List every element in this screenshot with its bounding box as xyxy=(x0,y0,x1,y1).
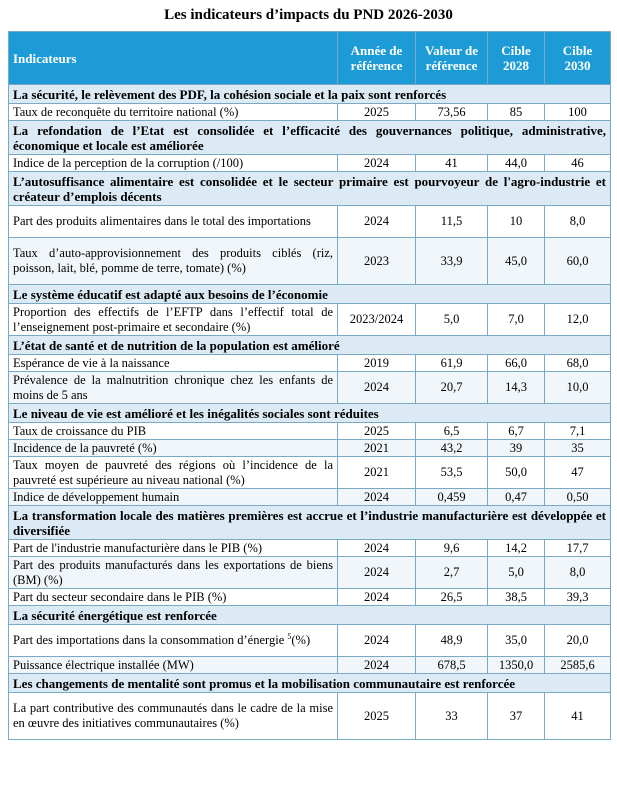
indicator-label: Espérance de vie à la naissance xyxy=(9,355,338,372)
target-2028-cell: 85 xyxy=(488,104,545,121)
ref-year-cell: 2024 xyxy=(338,589,416,606)
section-title: La sécurité, le relèvement des PDF, la cohésion sociale et la paix sont renforcés xyxy=(9,85,611,104)
indicator-label-text: Part des importations dans la consommation d’énergie xyxy=(13,633,285,647)
indicator-label: Puissance électrique installée (MW) xyxy=(9,657,338,674)
section-title: La refondation de l’Etat est consolidée et l’efficacité des gouvernances politique, administrative, économique et locale est améliorée xyxy=(9,121,611,155)
target-2030-cell: 20,0 xyxy=(545,625,611,657)
table-row xyxy=(9,589,611,606)
ref-year-cell: 2024 xyxy=(338,372,416,404)
target-2028-cell: 50,0 xyxy=(488,457,545,489)
section-row xyxy=(9,285,611,304)
indicator-label: Proportion des effectifs de l’EFTP dans l’effectif total de l’enseignement post-primaire et secondaire (%) xyxy=(9,304,338,336)
ref-year-cell: 2019 xyxy=(338,355,416,372)
target-2028-cell: 5,0 xyxy=(488,557,545,589)
indicator-label: Part des produits manufacturés dans les exportations de biens (BM) (%) xyxy=(9,557,338,589)
ref-value-cell: 5,0 xyxy=(416,304,488,336)
section-title: La sécurité énergétique est renforcée xyxy=(9,606,611,625)
ref-value-cell: 20,7 xyxy=(416,372,488,404)
target-2030-cell: 2585,6 xyxy=(545,657,611,674)
indicator-label-suffix: (%) xyxy=(291,633,311,647)
target-2030-cell: 7,1 xyxy=(545,423,611,440)
ref-year-cell: 2021 xyxy=(338,440,416,457)
section-title: Le niveau de vie est amélioré et les inégalités sociales sont réduites xyxy=(9,404,611,423)
target-2030-cell: 8,0 xyxy=(545,206,611,238)
table-row xyxy=(9,206,611,238)
ref-year-cell: 2024 xyxy=(338,489,416,506)
table-row xyxy=(9,693,611,740)
indicator-label: Part du secteur secondaire dans le PIB (%) xyxy=(9,589,338,606)
ref-value-cell: 43,2 xyxy=(416,440,488,457)
header-indicator: Indicateurs xyxy=(9,32,338,85)
target-2028-cell: 44,0 xyxy=(488,155,545,172)
target-2030-cell: 68,0 xyxy=(545,355,611,372)
target-2028-cell: 45,0 xyxy=(488,238,545,285)
page-title: Les indicateurs d’impacts du PND 2026-2030 xyxy=(164,7,453,23)
indicator-label: Taux de reconquête du territoire national (%) xyxy=(9,104,338,121)
table-row xyxy=(9,355,611,372)
indicator-label: Incidence de la pauvreté (%) xyxy=(9,440,338,457)
ref-year-cell: 2025 xyxy=(338,423,416,440)
target-2030-cell: 17,7 xyxy=(545,540,611,557)
indicator-label xyxy=(9,625,338,657)
target-2028-cell: 37 xyxy=(488,693,545,740)
ref-year-cell: 2023 xyxy=(338,238,416,285)
header-target-2030: Cible 2030 xyxy=(545,32,611,85)
section-row xyxy=(9,172,611,206)
ref-value-cell: 48,9 xyxy=(416,625,488,657)
section-row xyxy=(9,121,611,155)
indicator-label: Taux d’auto-approvisionnement des produits ciblés (riz, poisson, lait, blé, pomme de terre, tomate) (%) xyxy=(9,238,338,285)
section-row xyxy=(9,606,611,625)
target-2028-cell: 38,5 xyxy=(488,589,545,606)
ref-year-cell: 2023/2024 xyxy=(338,304,416,336)
table-row xyxy=(9,155,611,172)
ref-year-cell: 2025 xyxy=(338,693,416,740)
ref-year-cell: 2024 xyxy=(338,557,416,589)
ref-value-cell: 9,6 xyxy=(416,540,488,557)
ref-value-cell: 26,5 xyxy=(416,589,488,606)
target-2030-cell: 100 xyxy=(545,104,611,121)
indicator-label: La part contributive des communautés dans le cadre de la mise en œuvre des initiatives communautaires (%) xyxy=(9,693,338,740)
section-title: Le système éducatif est adapté aux besoins de l’économie xyxy=(9,285,611,304)
ref-year-cell: 2024 xyxy=(338,540,416,557)
table-row xyxy=(9,557,611,589)
target-2028-cell: 14,3 xyxy=(488,372,545,404)
target-2030-cell: 8,0 xyxy=(545,557,611,589)
target-2028-cell: 6,7 xyxy=(488,423,545,440)
ref-value-cell: 6,5 xyxy=(416,423,488,440)
table-row xyxy=(9,304,611,336)
ref-year-cell: 2021 xyxy=(338,457,416,489)
ref-year-cell: 2024 xyxy=(338,206,416,238)
table-row xyxy=(9,372,611,404)
section-row xyxy=(9,85,611,104)
target-2028-cell: 7,0 xyxy=(488,304,545,336)
target-2030-cell: 39,3 xyxy=(545,589,611,606)
section-title: L’état de santé et de nutrition de la population est amélioré xyxy=(9,336,611,355)
target-2030-cell: 12,0 xyxy=(545,304,611,336)
ref-year-cell: 2024 xyxy=(338,657,416,674)
target-2030-cell: 35 xyxy=(545,440,611,457)
table-row xyxy=(9,540,611,557)
ref-value-cell: 2,7 xyxy=(416,557,488,589)
section-title: La transformation locale des matières premières est accrue et l’industrie manufacturière est développée et diversifiée xyxy=(9,506,611,540)
target-2030-cell: 60,0 xyxy=(545,238,611,285)
ref-value-cell: 61,9 xyxy=(416,355,488,372)
table-row xyxy=(9,657,611,674)
table-row xyxy=(9,457,611,489)
section-row xyxy=(9,404,611,423)
indicator-label: Indice de développement humain xyxy=(9,489,338,506)
ref-value-cell: 53,5 xyxy=(416,457,488,489)
target-2030-cell: 47 xyxy=(545,457,611,489)
target-2030-cell: 0,50 xyxy=(545,489,611,506)
target-2028-cell: 0,47 xyxy=(488,489,545,506)
table-row xyxy=(9,104,611,121)
indicator-label: Taux de croissance du PIB xyxy=(9,423,338,440)
ref-value-cell: 678,5 xyxy=(416,657,488,674)
target-2028-cell: 10 xyxy=(488,206,545,238)
header-ref-value: Valeur de référence xyxy=(416,32,488,85)
header-target-2028: Cible 2028 xyxy=(488,32,545,85)
indicator-label: Taux moyen de pauvreté des régions où l’incidence de la pauvreté est supérieure au niveau national (%) xyxy=(9,457,338,489)
indicator-label: Indice de la perception de la corruption (/100) xyxy=(9,155,338,172)
table-header-row xyxy=(9,32,611,85)
target-2030-cell: 46 xyxy=(545,155,611,172)
target-2028-cell: 39 xyxy=(488,440,545,457)
ref-year-cell: 2025 xyxy=(338,104,416,121)
table-row xyxy=(9,440,611,457)
target-2028-cell: 66,0 xyxy=(488,355,545,372)
ref-value-cell: 0,459 xyxy=(416,489,488,506)
table-row xyxy=(9,625,611,657)
ref-value-cell: 33,9 xyxy=(416,238,488,285)
ref-value-cell: 41 xyxy=(416,155,488,172)
target-2030-cell: 10,0 xyxy=(545,372,611,404)
ref-value-cell: 73,56 xyxy=(416,104,488,121)
section-row xyxy=(9,506,611,540)
ref-year-cell: 2024 xyxy=(338,155,416,172)
header-ref-year: Année de référence xyxy=(338,32,416,85)
ref-year-cell: 2024 xyxy=(338,625,416,657)
indicator-label: Part des produits alimentaires dans le total des importations xyxy=(9,206,338,238)
table-row xyxy=(9,238,611,285)
indicators-table xyxy=(8,31,611,740)
target-2028-cell: 14,2 xyxy=(488,540,545,557)
section-title: L’autosuffisance alimentaire est consolidée et le secteur primaire est pourvoyeur de l'agro-industrie et créateur d’emplois décents xyxy=(9,172,611,206)
table-row xyxy=(9,423,611,440)
section-title: Les changements de mentalité sont promus et la mobilisation communautaire est renforcée xyxy=(9,674,611,693)
indicator-label: Prévalence de la malnutrition chronique chez les enfants de moins de 5 ans xyxy=(9,372,338,404)
footnote-marker: 5 xyxy=(287,631,292,641)
section-row xyxy=(9,336,611,355)
section-row xyxy=(9,674,611,693)
target-2028-cell: 35,0 xyxy=(488,625,545,657)
ref-value-cell: 33 xyxy=(416,693,488,740)
target-2030-cell: 41 xyxy=(545,693,611,740)
target-2028-cell: 1350,0 xyxy=(488,657,545,674)
ref-value-cell: 11,5 xyxy=(416,206,488,238)
table-row xyxy=(9,489,611,506)
indicator-label: Part de l'industrie manufacturière dans le PIB (%) xyxy=(9,540,338,557)
